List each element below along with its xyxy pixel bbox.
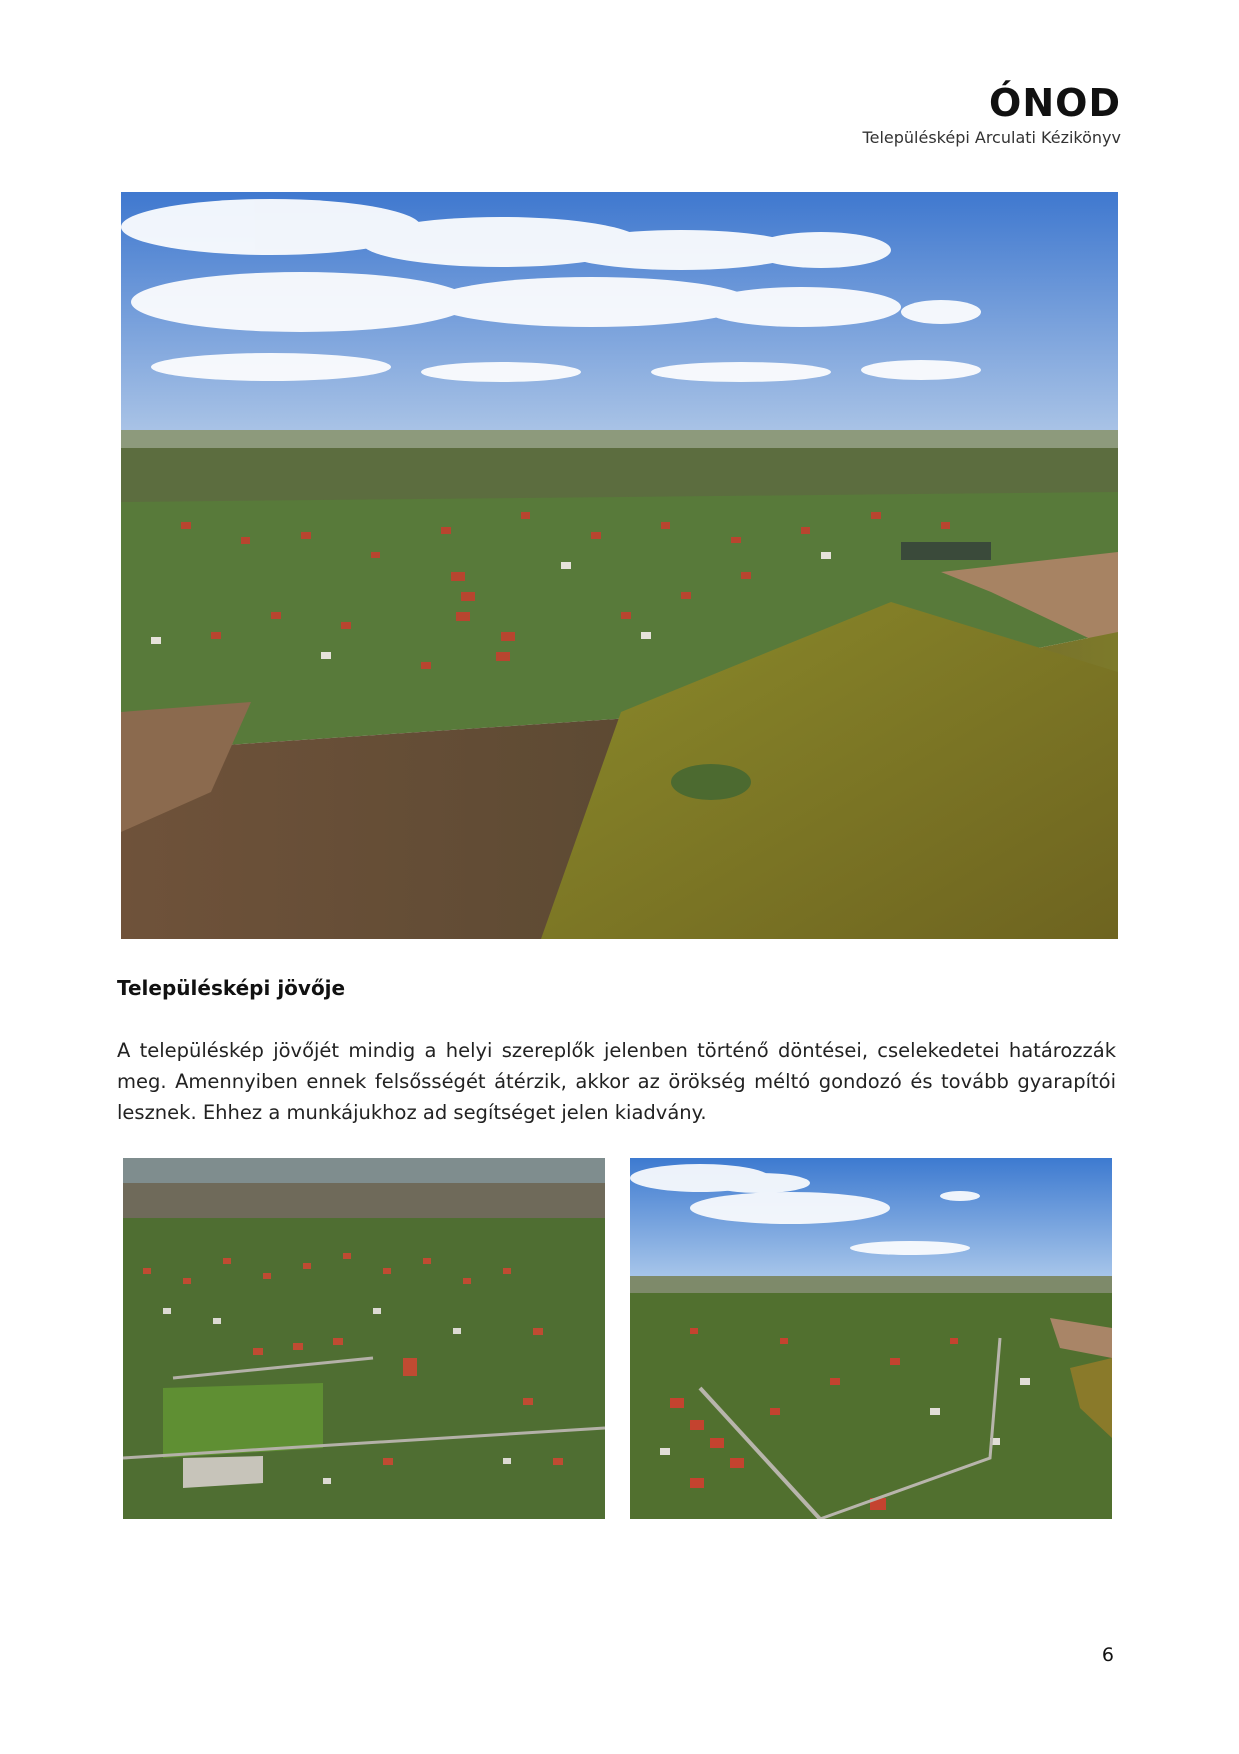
aerial-village-photo-right	[630, 1158, 1112, 1519]
document-title: ÓNOD	[989, 81, 1121, 125]
aerial-village-photo-left	[123, 1158, 605, 1519]
document-subtitle: Településképi Arculati Kézikönyv	[862, 128, 1121, 147]
section-body-text: A településkép jövőjét mindig a helyi szereplők jelenben történő döntései, cselekedetei határozzák meg. Amennyiben ennek felsősségét átérzik, akkor az örökség méltó gondozó és tovább gyarapítói lesznek. Ehhez a munkájukhoz ad segítséget jelen kiadvány.	[117, 1039, 1116, 1124]
aerial-village-photo	[121, 192, 1118, 939]
page-header	[863, 80, 1121, 147]
section-title: Településképi jövője	[117, 976, 346, 1000]
page-number: 6	[1101, 1644, 1114, 1666]
